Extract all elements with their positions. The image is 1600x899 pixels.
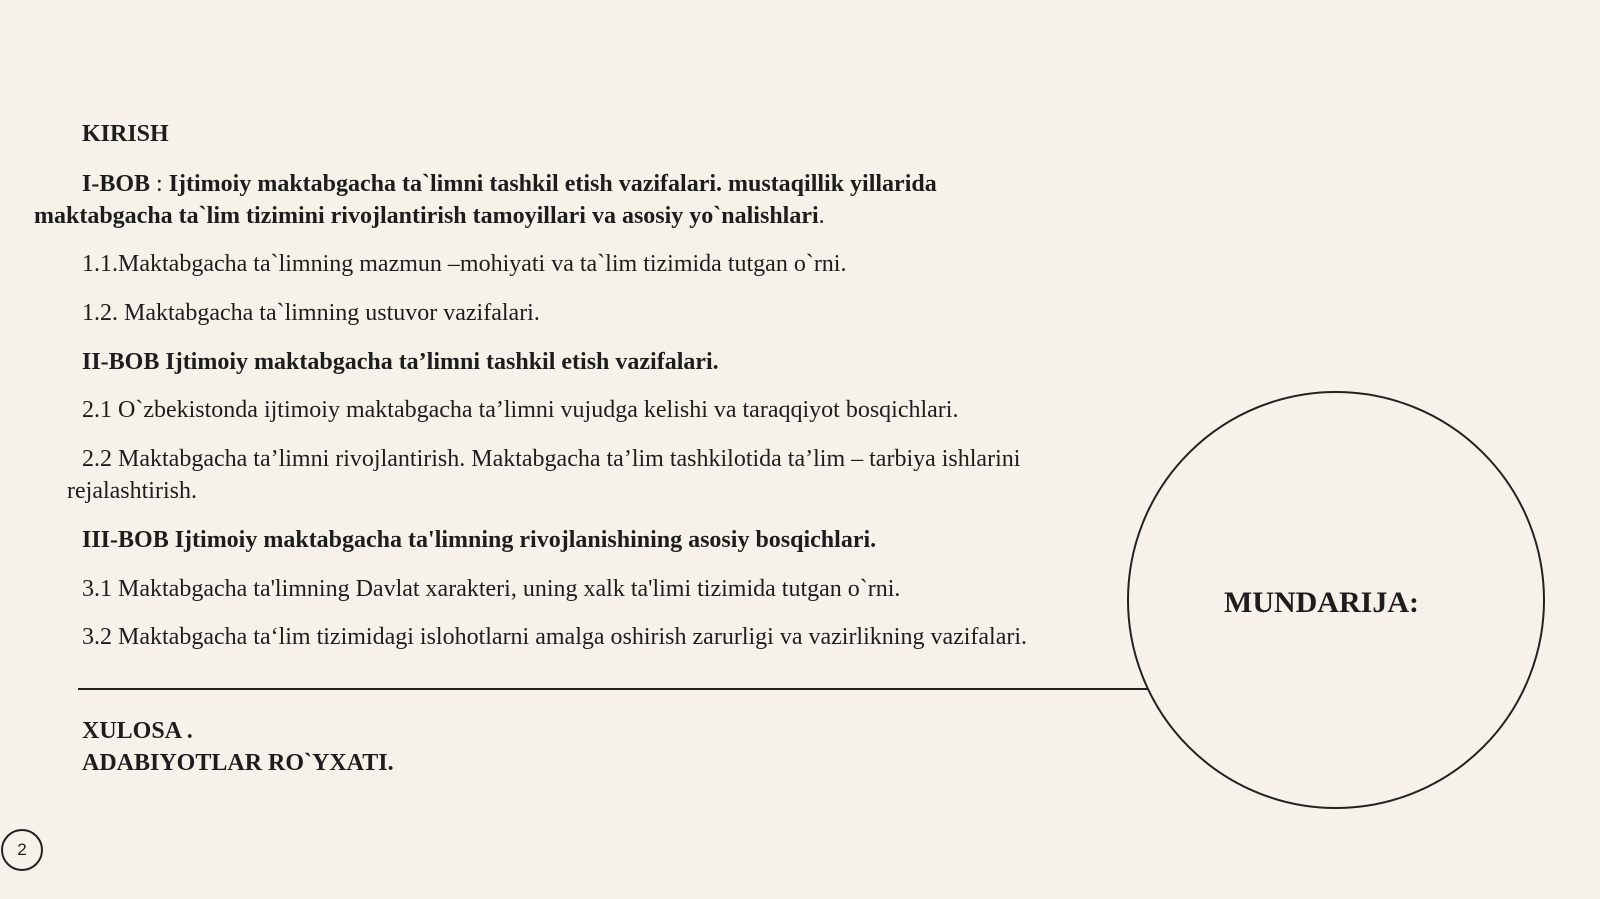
toc-item-2-2-line2: rejalashtirish.	[67, 478, 197, 504]
page-number-badge: 2	[1, 829, 43, 871]
slide-title: MUNDARIJA:	[1224, 586, 1419, 619]
toc-chapter1-line2	[34, 200, 825, 232]
toc-intro: KIRISH	[82, 121, 169, 147]
toc-chapter3: III-BOB Ijtimoiy maktabgacha ta'limning rivojlanishining asosiy bosqichlari.	[82, 527, 877, 553]
toc-item-1-2: 1.2. Maktabgacha ta`limning ustuvor vazifalari.	[82, 300, 540, 326]
toc-chapter1-period: .	[818, 203, 825, 229]
toc-chapter1-line1	[82, 168, 937, 200]
toc-chapter1-title: Ijtimoiy maktabgacha ta`limni tashkil etish vazifalari. mustaqillik yillarida	[168, 171, 937, 197]
toc-item-2-2-line1: 2.2 Maktabgacha ta’limni rivojlantirish. Maktabgacha ta’lim tashkilotida ta’lim – tarbiya ishlarini	[82, 446, 1021, 472]
toc-conclusion: XULOSA .	[82, 718, 193, 744]
toc-chapter1-separator: :	[150, 171, 169, 197]
divider-line	[78, 688, 1150, 690]
toc-references: ADABIYOTLAR RO`YXATI.	[82, 750, 394, 776]
toc-chapter1-title-cont: maktabgacha ta`lim tizimini rivojlantirish tamoyillari va asosiy yo`nalishlari	[34, 203, 819, 229]
toc-chapter2: II-BOB Ijtimoiy maktabgacha ta’limni tashkil etish vazifalari.	[82, 349, 719, 375]
toc-item-2-1: 2.1 O`zbekistonda ijtimoiy maktabgacha ta’limni vujudga kelishi va taraqqiyot bosqichlari.	[82, 397, 959, 423]
toc-item-1-1: 1.1.Maktabgacha ta`limning mazmun –mohiyati va ta`lim tizimida tutgan o`rni.	[82, 251, 847, 277]
toc-chapter1-prefix: I-BOB	[82, 171, 151, 197]
toc-item-3-1: 3.1 Maktabgacha ta'limning Davlat xarakteri, uning xalk ta'limi tizimida tutgan o`rni.	[82, 576, 901, 602]
toc-item-3-2: 3.2 Maktabgacha ta‘lim tizimidagi islohotlarni amalga oshirish zarurligi va vazirlikning vazifalari.	[82, 624, 1028, 650]
